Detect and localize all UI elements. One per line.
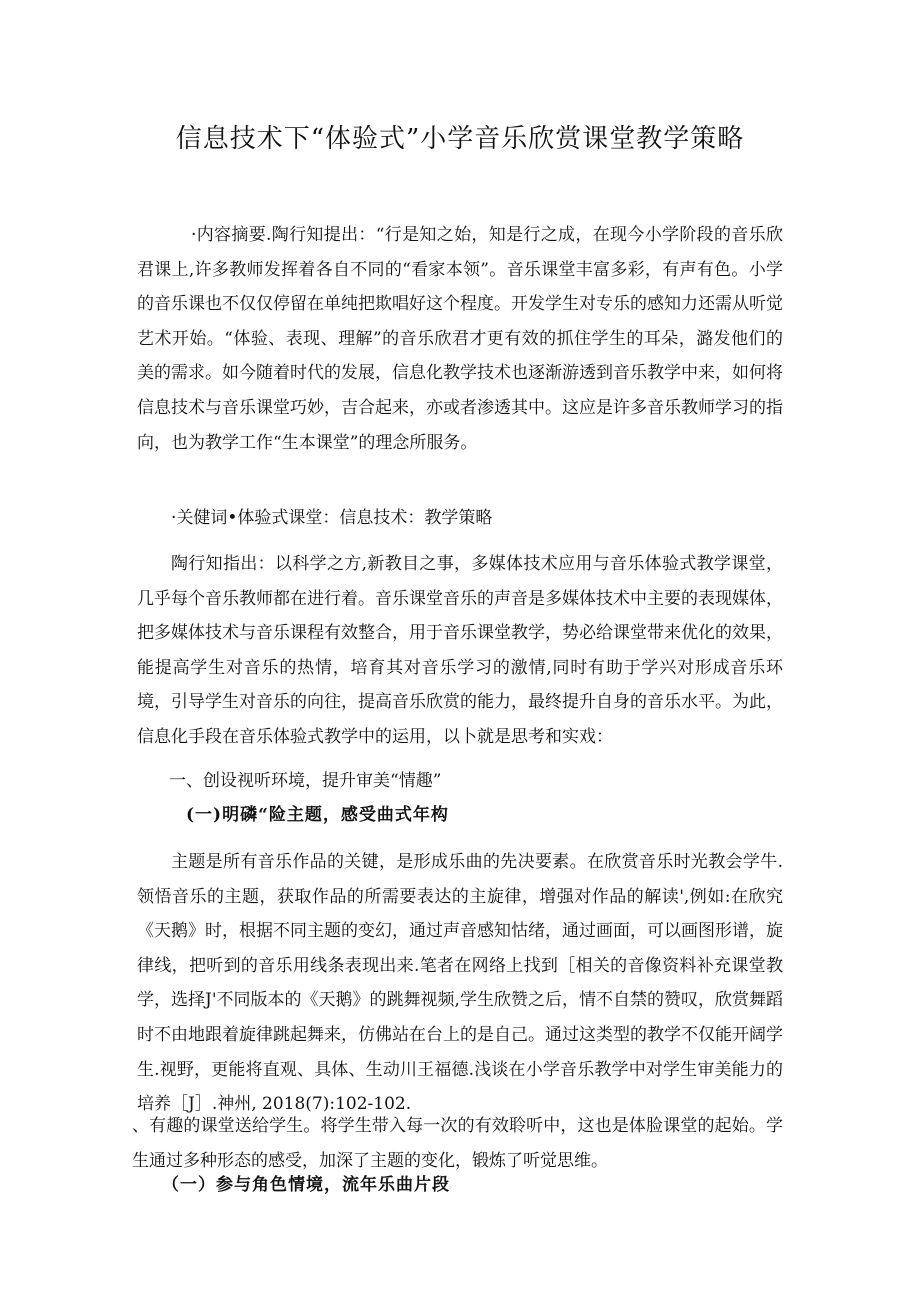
abstract-paragraph: ·内容摘要.陶行知提出：“行是知之始，知是行之成，在现今小学阶段的音乐欣君课上,许多教师发挥着各自不同的“看家本领”。音乐课堂丰富多彩，有声有色。小学的音乐课也不仅仅停留在单纯把欺唱好这个程度。开发学生对专乐的感知力还需从听觉艺术开始。“体验、表现、理解”的音乐欣君才更有效的抓住学生的耳朵，潞发他们的美的需求。如今随着时代的发展，信息化教学技术也逐渐游透到音乐教学中来，如何将信息技术与音乐课堂巧妙，吉合起来，亦或者渗透其中。这应是许多音乐教师学习的指向，也为教学工作“生本课堂”的理念所服务。 (137, 225, 783, 453)
section-heading-1: 一、创设视听环境，提升审美“情趣” (169, 771, 442, 791)
document-title: 信息技术下“体验式”小学音乐欣赏课堂教学策略 (175, 124, 745, 154)
keywords-line: ·关健词•体验式课堂：信息技术：教学策略 (171, 508, 493, 528)
body-paragraph-2: 、有趣的课堂送给学生。将学生带入每一次的有效聆听中，这也是体脸课堂的起始。学生通过多种形态的感受，加深了主题的变化，锻炼了听觉思维。 (132, 1116, 783, 1171)
subsection-heading-1: (一)明磷“险主题，感受曲式年构 (186, 805, 449, 825)
intro-paragraph: 陶行知指出：以科学之方,新教目之事，多媒体技术应用与音乐体验式教学课堂，几乎每个音乐教师都在进行着。音乐课堂音乐的声音是多媒体技术中主要的表现媒体，把多媒体技术与音乐课程有效整合，用于音乐课堂教学，势必给课堂带来优化的效果，能提高学生对音乐的热情，培育其对音乐学习的激情,同时有助于学兴对形成音乐环境，引导学生对音乐的向往，提高音乐欣赏的能力，最终提升自身的音乐水平。为此，信息化手段在音乐体验式教学中的运用，以卜就是思考和实戏： (137, 554, 783, 747)
subsection-heading-2: （一）参与角色情境，流年乐曲片段 (162, 1175, 450, 1195)
body-paragraph-1: 主题是所有音乐作品的关键，是形成乐曲的先决要素。在欣赏音乐时光教会学牛.领悟音乐的主题，获取作品的所需要表达的主旋律，增强对作品的解读',例如:在欣究《天鹅》时，根据不同主题的变幻，通过声音感知怙绪，通过画面，可以画图形谱，旋律线，把听到的音乐用线条表现出来.笔者在网络上找到［相关的音像资料补充课堂教学，选择J'不同版本的《天鹅》的跳舞视频,学生欣赞之后，情不自禁的赞叹，欣赏舞蹈时不由地跟着旋律跳起舞来，仿佛站在台上的是自己。通过这类型的教学不仅能开阔学生.视野，更能将直观、具体、生动川王福德.浅谈在小学音乐教学中对学生审美能力的培养［J］.神州, 2018(7):102-102. (137, 852, 783, 1115)
